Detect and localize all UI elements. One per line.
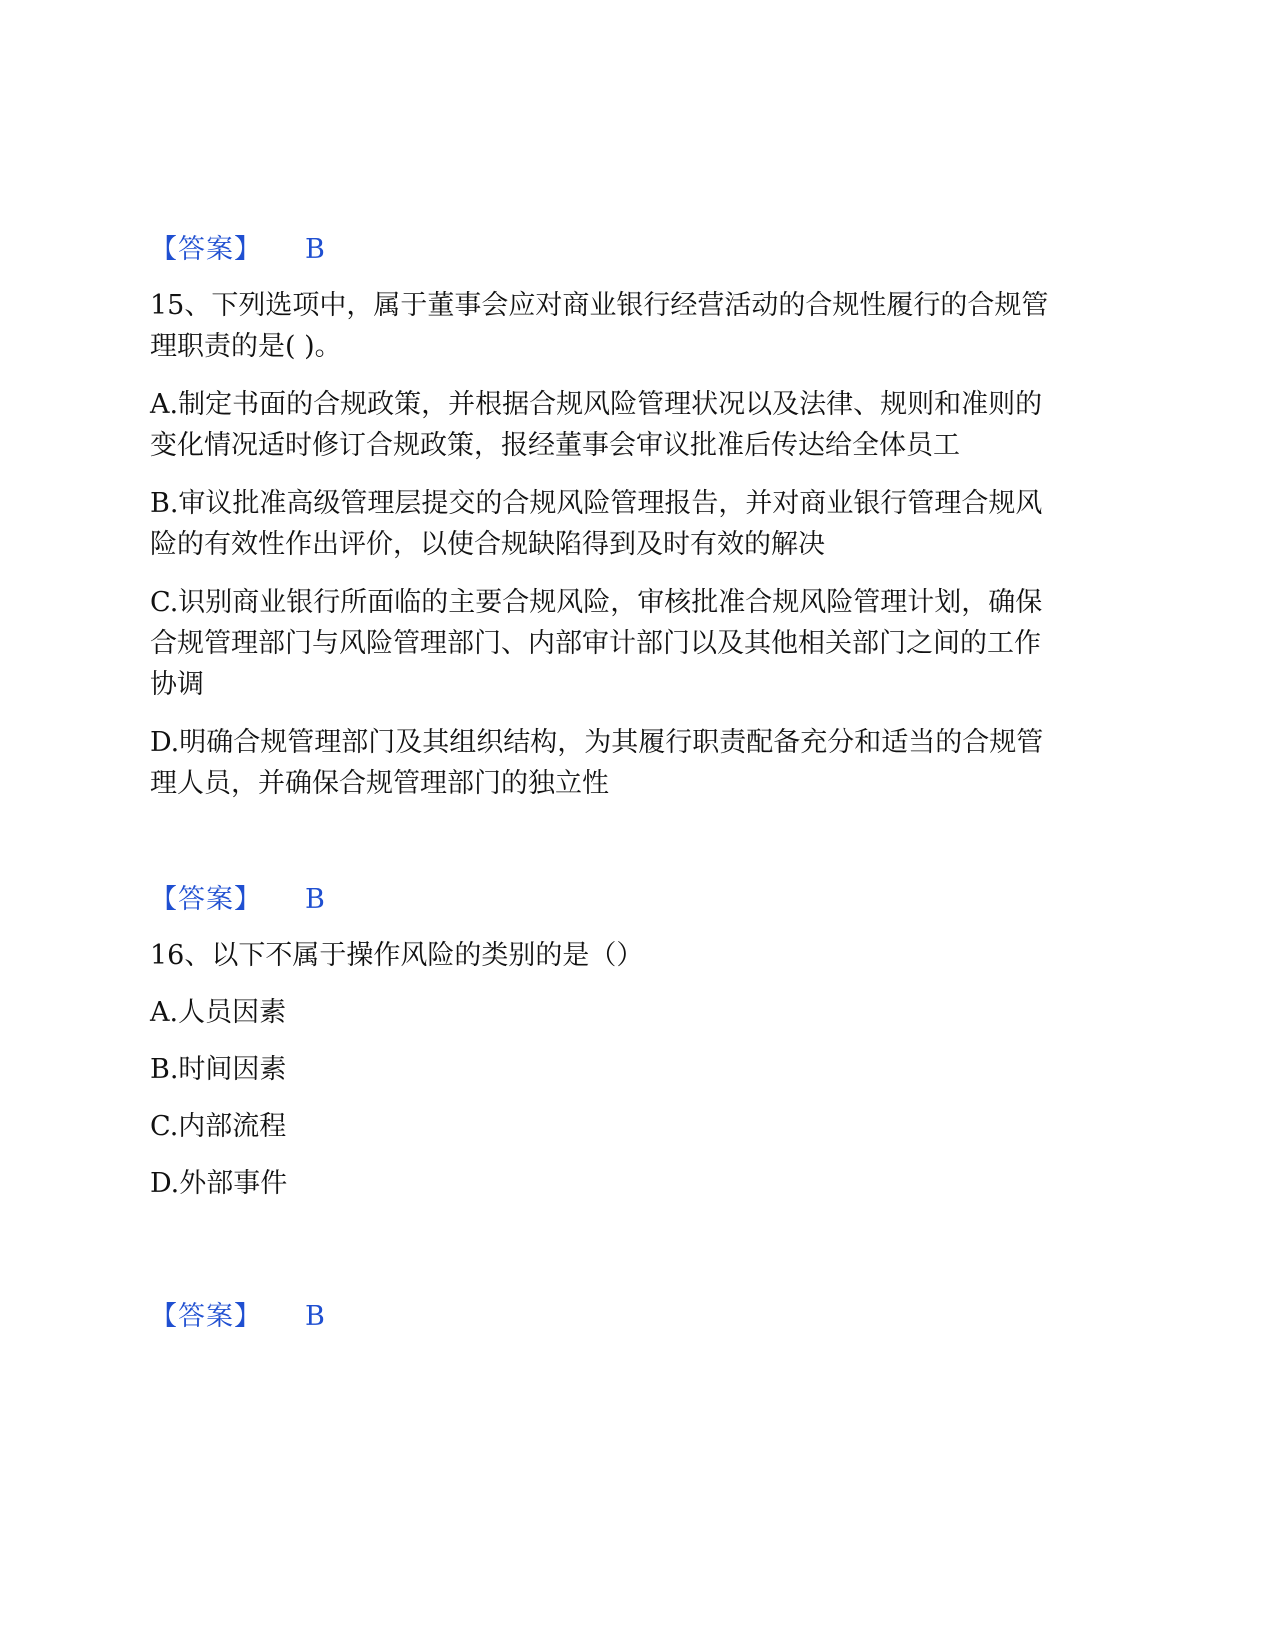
stem-line: 理职责的是( )。 xyxy=(150,331,342,362)
option-c: C.内部流程 xyxy=(150,1111,287,1142)
option-line: 变化情况适时修订合规政策，报经董事会审议批准后传达给全体员工 xyxy=(150,430,960,461)
answer-label: 【答案】 xyxy=(150,884,262,915)
option-c xyxy=(150,582,1110,705)
stem-line: 15、下列选项中，属于董事会应对商业银行经营活动的合规性履行的合规管 xyxy=(150,290,1049,321)
option-a: A.人员因素 xyxy=(150,997,287,1028)
option-line: D.明确合规管理部门及其组织结构，为其履行职责配备充分和适当的合规管 xyxy=(150,727,1044,758)
option-line: A.制定书面的合规政策，并根据合规风险管理状况以及法律、规则和准则的 xyxy=(150,389,1043,420)
option-line: 协调 xyxy=(150,669,204,700)
option-line: 合规管理部门与风险管理部门、内部审计部门以及其他相关部门之间的工作 xyxy=(150,628,1041,659)
option-b xyxy=(150,483,1110,565)
answer-line-1 xyxy=(150,230,325,270)
answer-label: 【答案】 xyxy=(150,234,262,265)
question-16 xyxy=(150,935,1110,1204)
option-line: B.审议批准高级管理层提交的合规风险管理报告，并对商业银行管理合规风 xyxy=(150,488,1043,519)
answer-label: 【答案】 xyxy=(150,1301,262,1332)
answer-value: B xyxy=(305,234,325,265)
answer-line-2 xyxy=(150,880,325,920)
question-16-stem: 16、以下不属于操作风险的类别的是（） xyxy=(150,940,644,971)
option-line: C.识别商业银行所面临的主要合规风险，审核批准合规风险管理计划，确保 xyxy=(150,587,1043,618)
question-15 xyxy=(150,285,1110,804)
option-line: 险的有效性作出评价，以使合规缺陷得到及时有效的解决 xyxy=(150,529,825,560)
option-d xyxy=(150,722,1110,804)
option-line: 理人员，并确保合规管理部门的独立性 xyxy=(150,768,609,799)
option-d: D.外部事件 xyxy=(150,1168,288,1199)
answer-value: B xyxy=(305,884,325,915)
answer-value: B xyxy=(305,1301,325,1332)
question-15-stem xyxy=(150,285,1110,367)
answer-line-3 xyxy=(150,1297,325,1337)
option-a xyxy=(150,384,1110,466)
option-b: B.时间因素 xyxy=(150,1054,287,1085)
